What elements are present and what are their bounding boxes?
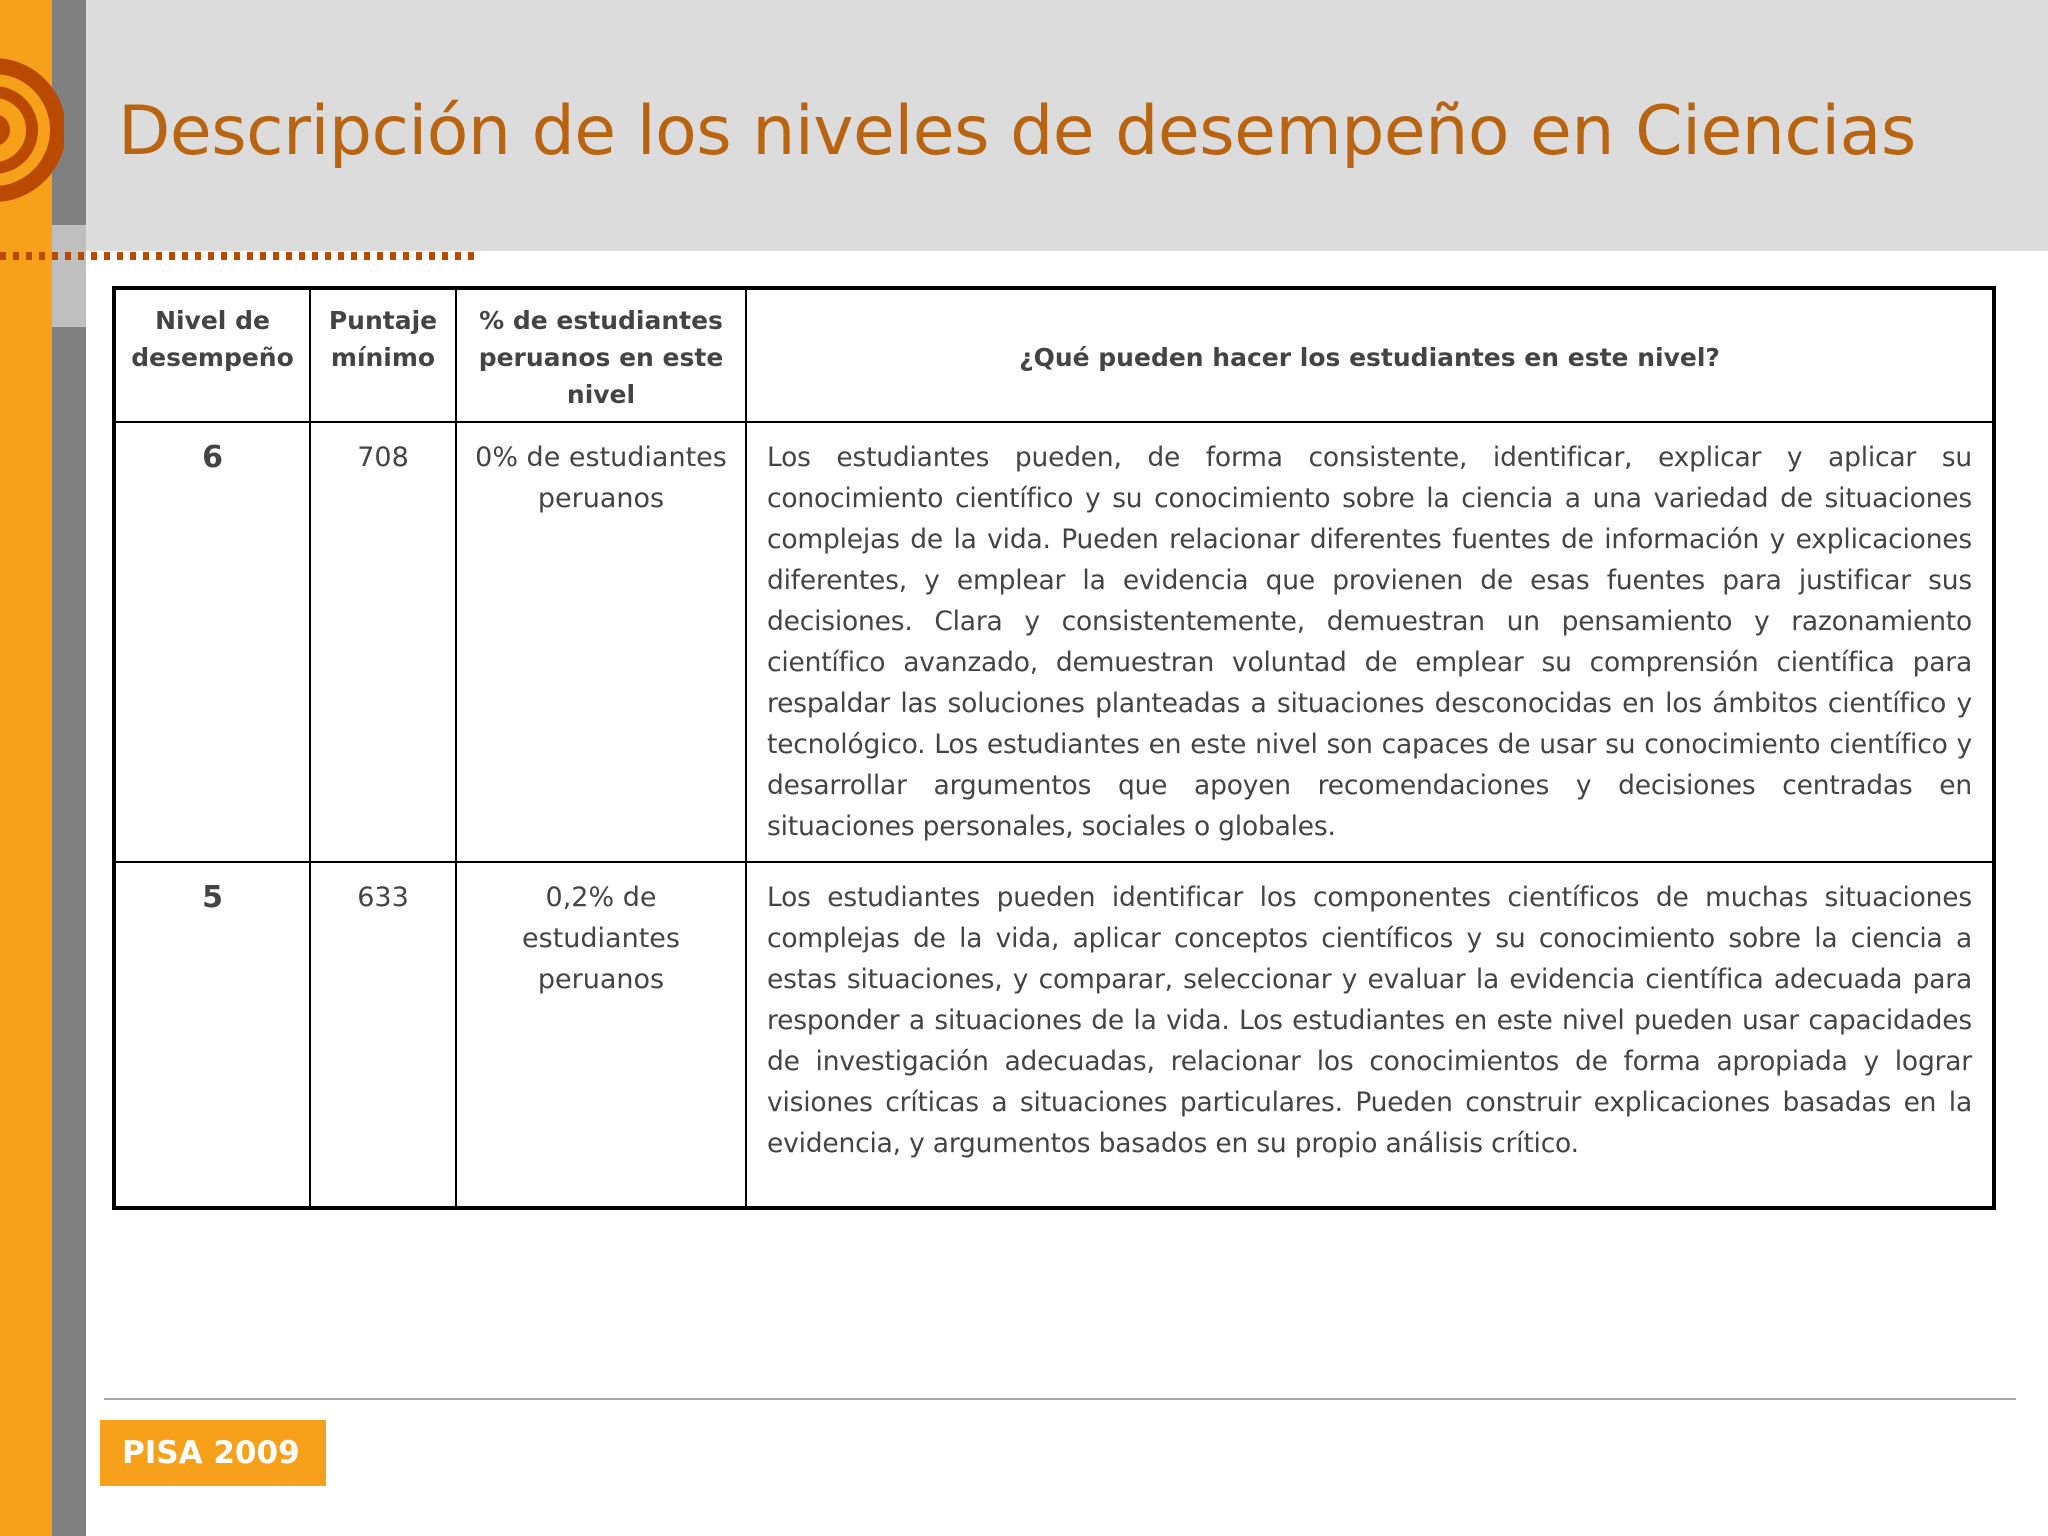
percent-cell: 0% de estudiantes peruanos (456, 422, 746, 862)
score-cell: 633 (310, 862, 456, 1208)
table-row (114, 862, 1994, 1208)
percent-cell: 0,2% de estudiantes peruanos (456, 862, 746, 1208)
dotted-divider (0, 252, 480, 260)
left-accent-bar (0, 0, 52, 1536)
table-header-row (114, 288, 1994, 422)
header-percent: % de estudiantes peruanos en este nivel (456, 288, 746, 422)
description-cell: Los estudiantes pueden identificar los componentes científicos de muchas situaciones complejas de la vida, aplicar conceptos científicos y su conocimiento sobre la ciencia a estas situaciones, y comparar, seleccionar y evaluar la evidencia científica adecuada para responder a situaciones de la vida. Los estudiantes en este nivel pueden usar capacidades de investigación adecuadas, relacionar los conocimientos de forma apropiada y lograr visiones críticas a situaciones particulares. Pueden construir explicaciones basadas en la evidencia, y argumentos basados en su propio análisis crítico. (746, 862, 1994, 1208)
footer-badge: PISA 2009 (100, 1420, 326, 1486)
header-description: ¿Qué pueden hacer los estudiantes en este nivel? (746, 288, 1994, 422)
spiral-logo-icon (0, 40, 64, 220)
score-cell: 708 (310, 422, 456, 862)
header-level: Nivel de desempeño (114, 288, 310, 422)
level-cell: 5 (114, 862, 310, 1208)
header-score: Puntaje mínimo (310, 288, 456, 422)
footer-divider (104, 1398, 2016, 1400)
description-cell: Los estudiantes pueden, de forma consistente, identificar, explicar y aplicar su conocimiento científico y su conocimiento sobre la ciencia a una variedad de situaciones complejas de la vida. Pueden relacionar diferentes fuentes de información y explicaciones diferentes, y emplear la evidencia que provienen de esas fuentes para justificar sus decisiones. Clara y consistentemente, demuestran un pensamiento y razonamiento científico avanzado, demuestran voluntad de emplear su comprensión científica para respaldar las soluciones planteadas a situaciones desconocidas en los ámbitos científico y tecnológico. Los estudiantes en este nivel son capaces de usar su conocimiento científico y desarrollar argumentos que apoyen recomendaciones y decisiones centradas en situaciones personales, sociales o globales. (746, 422, 1994, 862)
left-gray-bar-highlight (52, 225, 86, 327)
slide-title: Descripción de los niveles de desempeño en Ciencias (118, 92, 1916, 171)
table-row (114, 422, 1994, 862)
level-cell: 6 (114, 422, 310, 862)
performance-levels-table (112, 286, 1996, 1210)
